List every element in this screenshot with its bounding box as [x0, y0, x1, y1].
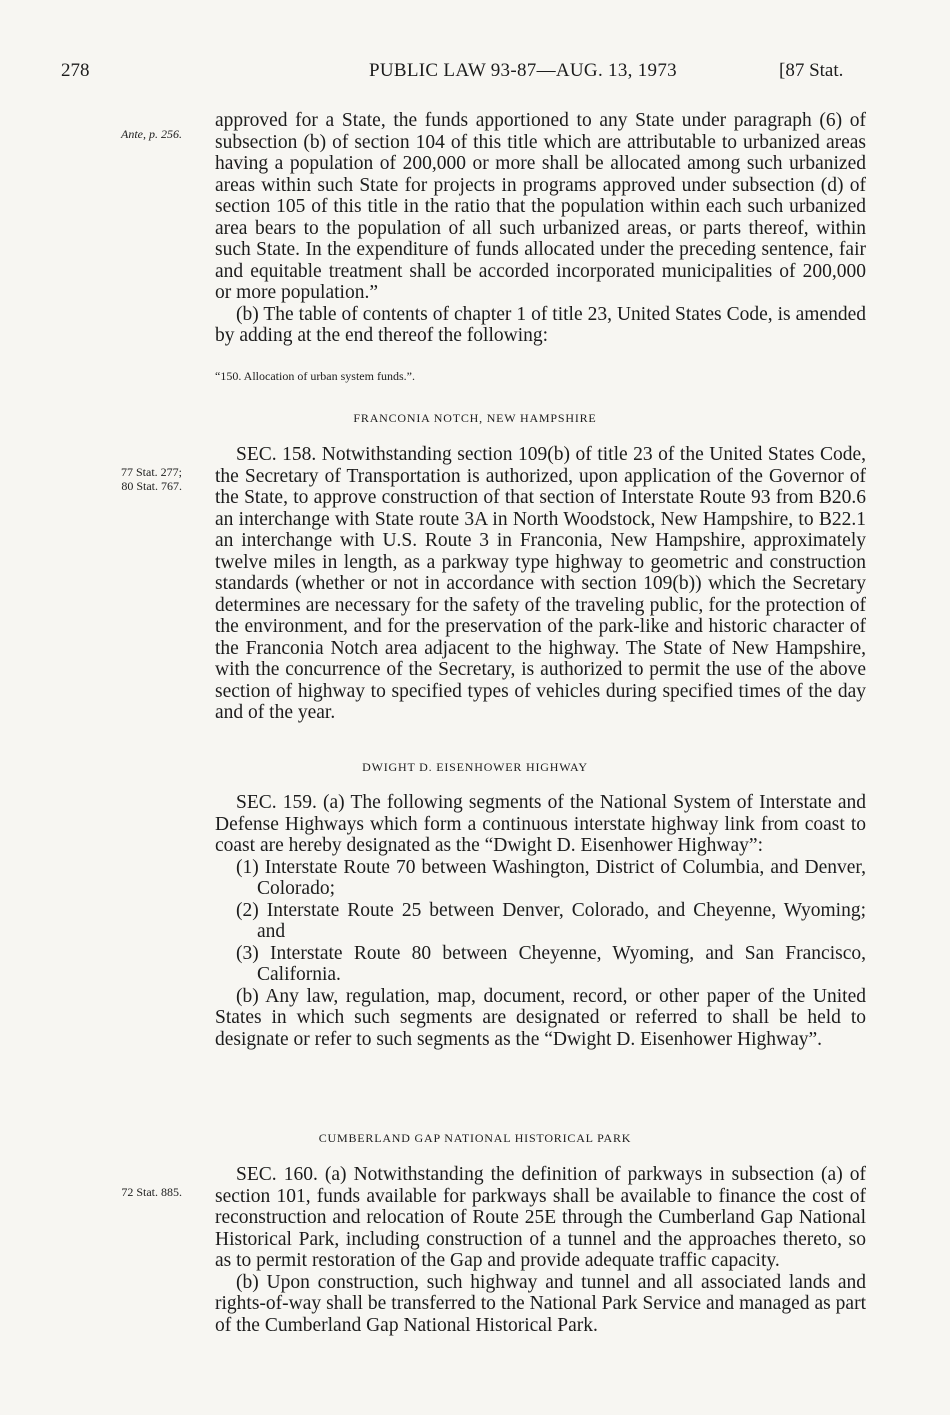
margin-note-line: 80 Stat. 767.	[121, 479, 182, 493]
margin-note-ante: Ante, p. 256.	[121, 127, 182, 141]
margin-note-sec160: 72 Stat. 885.	[121, 1185, 182, 1199]
block-continuation	[215, 110, 866, 347]
section-159-paragraph-a: SEC. 159. (a) The following segments of the National System of Interstate and Defense Highways which form a continuous interstate highway link from coast to coast are hereby designated as the “Dwight D. Eisenhower Highway”:	[215, 792, 866, 856]
page-number: 278	[61, 60, 90, 81]
section-159-item-1: (1) Interstate Route 70 between Washington, District of Columbia, and Denver, Colorado;	[236, 856, 866, 899]
heading-franconia-notch: FRANCONIA NOTCH, NEW HAMPSHIRE	[353, 411, 597, 425]
running-title: PUBLIC LAW 93-87—AUG. 13, 1973	[369, 60, 677, 81]
heading-eisenhower-highway: DWIGHT D. EISENHOWER HIGHWAY	[362, 760, 588, 774]
margin-note-line: 77 Stat. 277;	[120, 465, 182, 479]
heading-cumberland-gap: CUMBERLAND GAP NATIONAL HISTORICAL PARK	[318, 1131, 632, 1145]
section-159	[215, 792, 866, 1050]
page-header	[0, 60, 950, 86]
paragraph-b-table-of-contents: (b) The table of contents of chapter 1 of title 23, United States Code, is amended by adding at the end thereof the following:	[215, 303, 866, 346]
paragraph-continuation: approved for a State, the funds apportioned to any State under paragraph (6) of subsection (b) of section 104 of this title which are attributable to urbanized areas having a population of 200,000 or more shall be allocated among such urbanized areas within such State for projects in programs approved under subsection (d) of section 105 of this title in the ratio that the population within each such urbanized area bears to the population of all such urbanized areas, or parts thereof, within such State. In the expenditure of funds allocated under the preceding sentence, fair and equitable treatment shall be accorded incorporated municipalities of 200,000 or more population.”	[215, 110, 866, 303]
section-160-paragraph-a: SEC. 160. (a) Notwithstanding the definition of parkways in subsection (a) of section 101, funds available for parkways shall be available to finance the cost of reconstruction and relocation of Route 25E through the Cumberland Gap National Historical Park, including construction of a tunnel and the approaches thereto, so as to permit restoration of the Gap and provide adequate traffic capacity.	[215, 1164, 866, 1271]
section-159-paragraph-b: (b) Any law, regulation, map, document, record, or other paper of the United States in which such segments are designated or referred to shall be held to designate or refer to such segments as the “Dwight D. Eisenhower Highway”.	[215, 985, 866, 1050]
section-158	[215, 444, 866, 724]
section-160	[215, 1164, 866, 1336]
section-158-text: SEC. 158. Notwithstanding section 109(b) of title 23 of the United States Code, the Secretary of Transportation is authorized, upon application of the Governor of the State, to approve construction of that section of Interstate Route 93 from B20.6 an interchange with State route 3A in North Woodstock, New Hampshire, to B22.1 an interchange with U.S. Route 3 in Franconia, New Hampshire, approximately twelve miles in length, as a parkway type highway to geometric and construction standards (whether or not in accordance with section 109(b)) which the Secretary determines are necessary for the safety of the traveling public, for the protection of the environment, and for the preservation of the park-like and historic character of the Franconia Notch area adjacent to the highway. The State of New Hampshire, with the concurrence of the Secretary, is authorized to permit the use of the above section of highway to specified types of vehicles during specified times of the day and of the year.	[215, 444, 866, 723]
toc-entry: “150. Allocation of urban system funds.”.	[215, 369, 415, 383]
section-160-paragraph-b: (b) Upon construction, such highway and tunnel and all associated lands and rights-of-way shall be transferred to the National Park Service and managed as part of the Cumberland Gap National Historical Park.	[215, 1271, 866, 1336]
statute-volume: [87 Stat.	[779, 60, 844, 81]
margin-note-sec158	[52, 465, 182, 493]
section-159-item-3: (3) Interstate Route 80 between Cheyenne, Wyoming, and San Francisco, California.	[236, 942, 866, 985]
section-159-item-2: (2) Interstate Route 25 between Denver, Colorado, and Cheyenne, Wyoming; and	[236, 899, 866, 942]
